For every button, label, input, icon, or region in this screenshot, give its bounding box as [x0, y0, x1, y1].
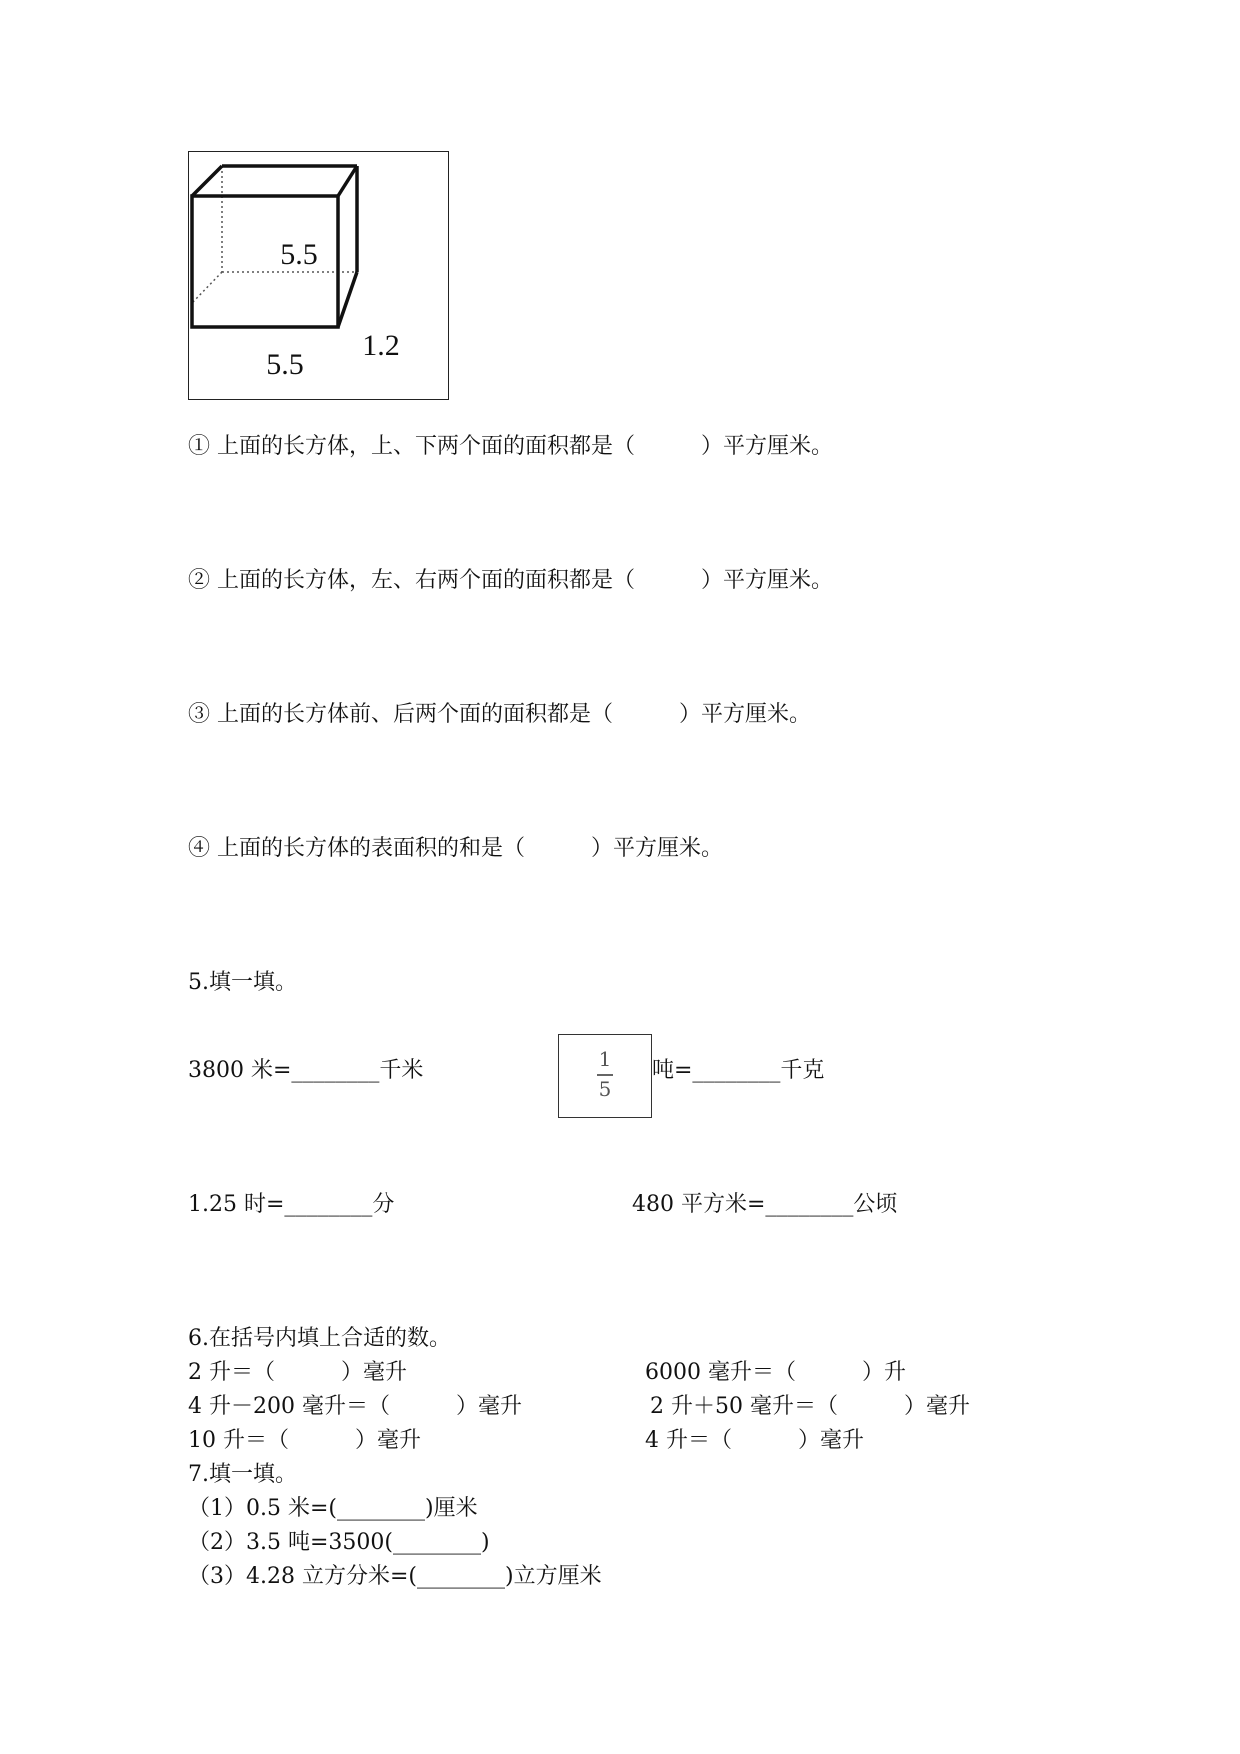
fraction-numerator: 1 — [598, 1047, 612, 1071]
q6-item-4: 2 升＋50 毫升＝（ ）毫升 — [650, 1394, 970, 1419]
q6-item-3: 4 升－200 毫升＝（ ）毫升 — [188, 1394, 522, 1419]
q7-item-2: （2）3.5 吨=3500(________) — [188, 1530, 490, 1555]
q5-item-1: 3800 米=________千米 — [188, 1058, 424, 1083]
height-label: 5.5 — [280, 238, 318, 271]
q6-title: 6.在括号内填上合适的数。 — [188, 1326, 451, 1351]
q7-item-1: （1）0.5 米=(________)厘米 — [188, 1496, 478, 1521]
width-label: 1.2 — [362, 329, 400, 362]
q6-item-1: 2 升＝（ ）毫升 — [188, 1360, 407, 1385]
q7-title: 7.填一填。 — [188, 1462, 297, 1487]
fraction-denominator: 5 — [598, 1077, 612, 1101]
fraction-bar — [597, 1074, 613, 1076]
sub-question-4: ④ 上面的长方体的表面积的和是（ ）平方厘米。 — [188, 836, 723, 861]
q6-item-2: 6000 毫升＝（ ）升 — [645, 1360, 906, 1385]
q5-item-2: 吨=________千克 — [652, 1058, 825, 1083]
q5-item-4: 480 平方米=________公顷 — [632, 1192, 898, 1217]
cuboid-figure — [188, 151, 449, 400]
q5-item-3: 1.25 时=________分 — [188, 1192, 395, 1217]
sub-question-1: ① 上面的长方体，上、下两个面的面积都是（ ）平方厘米。 — [188, 434, 833, 459]
fraction-box — [558, 1034, 652, 1118]
q5-title: 5.填一填。 — [188, 970, 297, 995]
q7-item-3: （3）4.28 立方分米=(________)立方厘米 — [188, 1564, 602, 1589]
sub-question-2: ② 上面的长方体，左、右两个面的面积都是（ ）平方厘米。 — [188, 568, 833, 593]
q6-item-5: 10 升＝（ ）毫升 — [188, 1428, 421, 1453]
cuboid-drawing — [189, 152, 448, 399]
length-label: 5.5 — [266, 348, 304, 381]
sub-question-3: ③ 上面的长方体前、后两个面的面积都是（ ）平方厘米。 — [188, 702, 811, 727]
q6-item-6: 4 升＝（ ）毫升 — [645, 1428, 864, 1453]
